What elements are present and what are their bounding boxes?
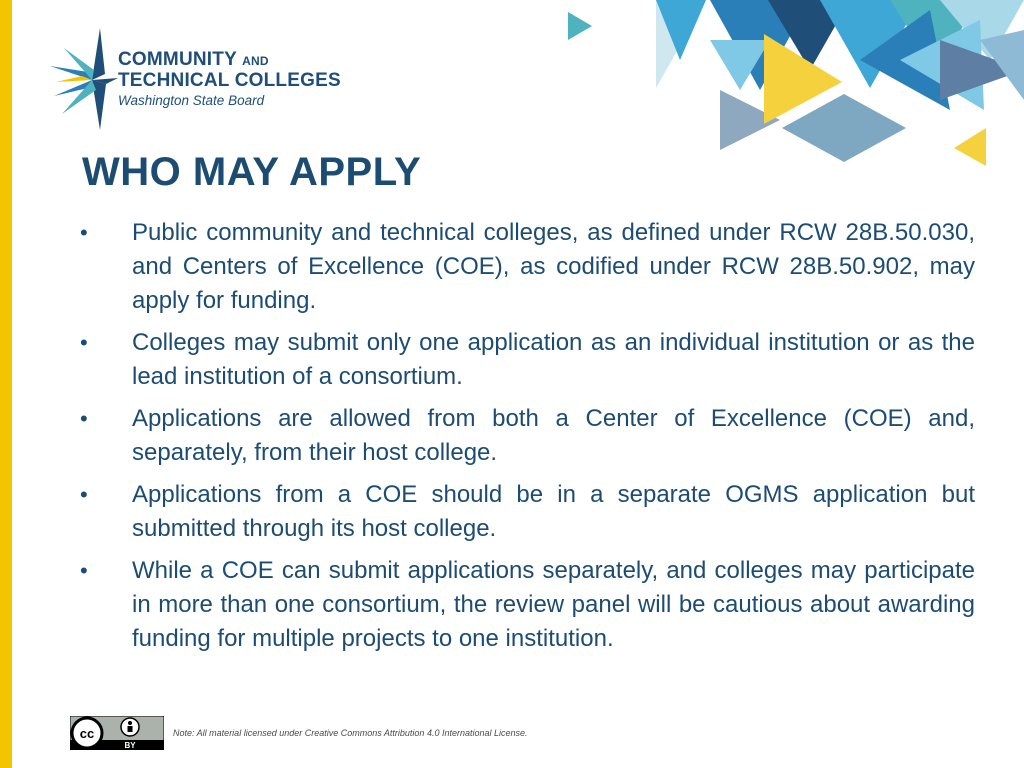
bullet-icon: • (80, 220, 88, 245)
list-item (80, 402, 975, 470)
bullet-text: While a COE can submit applications separately, and colleges may participate in more than one consortium, the review panel will be cautious about awarding funding for multiple projects to one institution. (132, 557, 975, 652)
sbctc-logo (48, 26, 348, 136)
logo-text-line3: Washington State Board (118, 93, 265, 108)
license-note: Note: All material licensed under Creative Commons Attribution 4.0 International License. (173, 728, 528, 738)
bullet-list (80, 216, 975, 664)
footer (70, 716, 590, 752)
creative-commons-badge (70, 716, 164, 750)
left-accent-bar (0, 0, 12, 768)
bullet-text: Public community and technical colleges, as defined under RCW 28B.50.030, and Centers of Excellence (COE), as codified under RCW 28B.50.902, may apply for funding. (132, 219, 975, 314)
bullet-text: Applications are allowed from both a Center of Excellence (COE) and, separately, from their host college. (132, 405, 975, 466)
bullet-text: Colleges may submit only one application as an individual institution or as the lead institution of a consortium. (132, 329, 975, 390)
bullet-icon: • (80, 330, 88, 355)
bullet-icon: • (80, 558, 88, 583)
list-item (80, 326, 975, 394)
star-logo-icon (48, 26, 118, 136)
bullet-icon: • (80, 482, 88, 507)
logo-text-line2: TECHNICAL COLLEGES (118, 70, 341, 91)
slide-title: WHO MAY APPLY (82, 150, 422, 194)
by-label: BY (124, 741, 136, 750)
list-item (80, 478, 975, 546)
list-item (80, 216, 975, 318)
cc-label: cc (79, 726, 95, 741)
logo-text-line1: COMMUNITY AND (118, 49, 269, 70)
list-item (80, 554, 975, 656)
bullet-text: Applications from a COE should be in a separate OGMS application but submitted through its host college. (132, 481, 975, 542)
decorative-triangles (560, 0, 1024, 180)
bullet-icon: • (80, 406, 88, 431)
